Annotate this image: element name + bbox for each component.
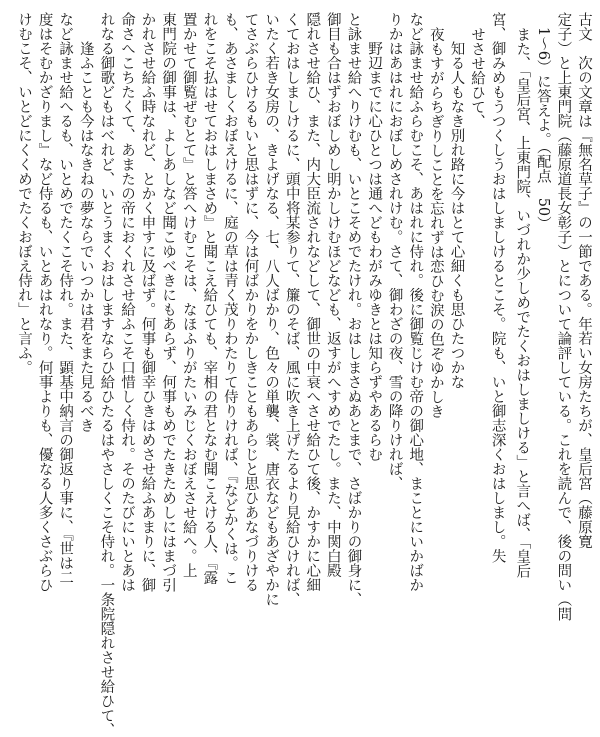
text-line: 定子）と上東門院（藤原道長女彰子）とについて論評している。これを読んで、後の問い（問	[555, 12, 572, 621]
text-line: 東門院の御事は、よしあしなど聞こゆべきにもあらず、何事もめでたきためしにはまづ引	[160, 12, 177, 592]
text-line: れをこそ払はせておはしまさめ』と聞こえ給ひても、宰相の君となむ聞こえける人、『露	[201, 12, 218, 585]
text-line: 知る人もなき別れ路に今はとて心細くも思ひたつかな	[448, 41, 465, 389]
text-line: など詠ませ給へるも、いとめでたくこそ侍れ。また、顕基中納言の御返り事に、『世は二	[57, 12, 74, 585]
text-line: また、「皇后宮、上東門院、いづれか少しめでたくおはしましける」と言へば、「皇后	[514, 26, 531, 578]
text-line: 宮、御みめもうつくしうおはしましけるとこそ。院も、いと御志深くおはしまし。失	[489, 12, 506, 563]
text-line: 命さへこちたくて、あまたの帝におくれさせ給ふこそ口惜しく侍れ。そのたびにいとあは	[118, 12, 135, 592]
text-line: りかはあはれにおぼしめされけむ。さて、御わざの夜、雪の降りければ、	[386, 12, 403, 491]
text-line: てさぶらひけるもいと思はずに、今は何ばかりをかしきこともあらじと思ひあなづりける	[242, 12, 259, 592]
text-line: いたく若き女房の、きよげなる、七、八人ばかり、色々の単襲、裳、唐衣などもあざやかに	[263, 12, 280, 607]
text-line: も、あさましくおぼえけるに、庭の草は青く茂りわたりて侍りければ、『などかくは。こ	[221, 12, 238, 585]
text-line: 御目も合はずおぼしめし明かしけむほどなども、返すがへすめでたし。また、中関白殿	[324, 12, 341, 578]
text-line: 野辺までに心ひとつは通へどもわがみゆきとは知らずやあるらむ	[366, 41, 383, 462]
text-line: 置かせて御覧ぜむとて』と答へけむこそは、なほふりがたいみじくおぼえさせ給へ。上	[180, 12, 197, 578]
text-line: けむこそ、いとどにくくめでたくおぼえ侍れ」と言ふ。	[15, 12, 32, 375]
text-line: かれさせ給ふ時なれど、とかく申すに及ばず。何事も御幸ひきはめさせ給ふあまりに、御	[139, 12, 156, 592]
text-line: 夜もすがらちぎりしことを忘れずは恋ひむ涙の色ぞゆかしき	[427, 26, 444, 418]
vertical-text-body	[13, 12, 594, 737]
text-line: など詠ませ給ふらむこそ、あはれに侍れ。後に御覧じけむ帝の御心地、まことにいかばか	[407, 12, 424, 592]
text-line: 1〜6）に答えよ。（配点 50）	[534, 26, 551, 231]
text-line: 隠れさせ給ひ、また、内大臣流されなどして、御世の中衰へさせ給ひて後、かすかに心細	[304, 12, 321, 592]
text-line: 古文 次の文章は『無名草子』の一節である。年若い女房たちが、皇后宮（藤原寛	[576, 12, 592, 549]
text-line: 逢ふことも今はなきねの夢ならでいつかは君をまた見るべき	[77, 41, 94, 433]
text-line: くておはしましけるに、頭中将某参りて、簾のそば、風に吹き上げたるより見給ひければ、	[283, 12, 300, 607]
text-line: 度はそむかざりまし』など侍るも、いとあはれなり。何事よりも、優なる人多くさぶらひ	[36, 12, 53, 592]
text-line: れなる御歌どもはべれど、いとうまくおはしますならひ給ひたるはやさしくこそ侍れ。一条院隠れさせ給ひて、	[98, 12, 115, 737]
text-line: せさせ給ひて、	[469, 26, 486, 128]
text-line: と詠ませ給へりけむも、いとこそめでたけれ。おはしまさぬあとまで、さばかりの御身に、	[345, 12, 362, 607]
